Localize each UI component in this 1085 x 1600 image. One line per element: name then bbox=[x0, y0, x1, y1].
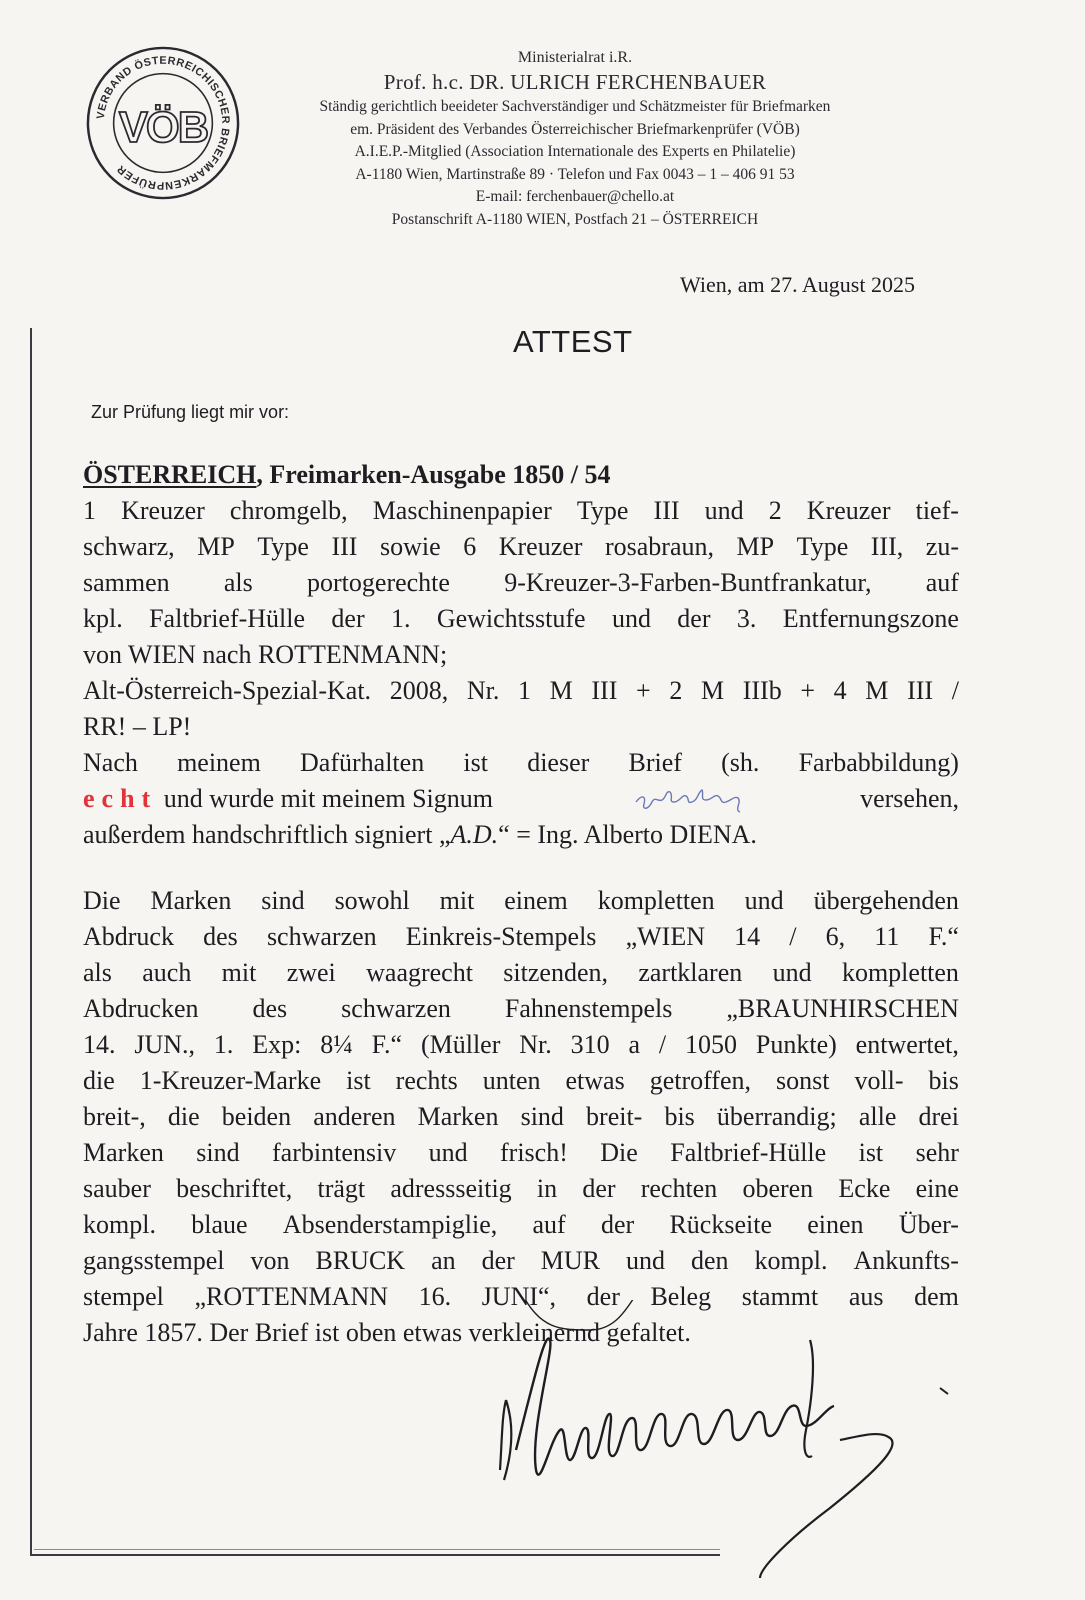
word: 2 bbox=[768, 496, 782, 525]
word: Ankunfts- bbox=[853, 1246, 959, 1275]
word: alle bbox=[858, 1102, 897, 1131]
word: zartklaren bbox=[638, 958, 743, 987]
word: / bbox=[658, 1030, 667, 1059]
word: voll- bbox=[854, 1066, 904, 1095]
word: 16. bbox=[418, 1282, 452, 1311]
catalog-reference bbox=[83, 673, 959, 709]
word: M bbox=[549, 676, 573, 705]
word: breit- bbox=[586, 1102, 643, 1131]
word: BRUCK bbox=[315, 1246, 406, 1275]
word: Type bbox=[576, 496, 629, 525]
word: Die bbox=[83, 886, 121, 915]
word: Nr. bbox=[519, 1030, 552, 1059]
word: der bbox=[677, 604, 711, 633]
word: / bbox=[789, 922, 797, 951]
word: MP bbox=[736, 532, 775, 561]
word: „BRAUNHIRSCHEN bbox=[726, 994, 959, 1023]
word: sonst bbox=[775, 1066, 830, 1095]
word: und bbox=[772, 958, 812, 987]
word: Farbabbildung) bbox=[798, 748, 959, 777]
word: von bbox=[250, 1246, 290, 1275]
word: 1. bbox=[213, 1030, 234, 1059]
word: 1050 bbox=[685, 1030, 738, 1059]
date-line: Wien, am 27. August 2025 bbox=[680, 272, 915, 297]
svg-text:VERBAND ÖSTERREICHISCHER BRIEF: VERBAND ÖSTERREICHISCHER BRIEFMARKENPRÜFER bbox=[94, 54, 232, 192]
word: 3. bbox=[736, 604, 757, 633]
word: „ROTTENMANN bbox=[194, 1282, 388, 1311]
word: in bbox=[536, 1174, 558, 1203]
country-name: ÖSTERREICH bbox=[83, 460, 257, 489]
word: MUR bbox=[540, 1246, 601, 1275]
word: als bbox=[83, 958, 112, 987]
word: Punkte) bbox=[755, 1030, 837, 1059]
word: Abdruck bbox=[83, 922, 174, 951]
word: 9-Kreuzer-3-Farben-Buntfrankatur, bbox=[504, 568, 872, 597]
word: Über- bbox=[898, 1210, 959, 1239]
word: adressseitig bbox=[390, 1174, 512, 1203]
word: kompletten bbox=[841, 958, 959, 987]
word: + bbox=[800, 676, 816, 705]
word: portogerechte bbox=[307, 568, 450, 597]
word: Kreuzer bbox=[498, 532, 583, 561]
word: Faltbrief-Hülle bbox=[670, 1138, 827, 1167]
voeb-seal-logo bbox=[84, 44, 242, 202]
word: + bbox=[636, 676, 651, 705]
word: schwarzen bbox=[266, 922, 377, 951]
word: zwei bbox=[286, 958, 336, 987]
letterhead-address: A-1180 Wien, Martinstraße 89 · Telefon und Fax 0043 – 1 – 406 91 53 bbox=[355, 165, 795, 183]
word: M bbox=[865, 676, 889, 705]
bottom-rule-inner bbox=[34, 1549, 720, 1550]
word: etwas bbox=[565, 1066, 625, 1095]
word: getroffen, bbox=[649, 1066, 751, 1095]
findings-line bbox=[83, 919, 959, 955]
word: ist bbox=[858, 1138, 884, 1167]
word: III, bbox=[870, 532, 904, 561]
word: bis bbox=[928, 1066, 959, 1095]
word: 1 bbox=[517, 676, 531, 705]
word: auf bbox=[532, 1210, 566, 1239]
word: übergehenden bbox=[813, 886, 959, 915]
word: Ecke bbox=[838, 1174, 891, 1203]
word: zu- bbox=[925, 532, 959, 561]
findings-line bbox=[83, 955, 959, 991]
word: einen bbox=[807, 1210, 864, 1239]
word: Beleg bbox=[650, 1282, 712, 1311]
word: / bbox=[951, 676, 959, 705]
word: Absenderstampiglie, bbox=[282, 1210, 498, 1239]
left-margin-rule bbox=[30, 328, 32, 1556]
word: der bbox=[582, 1174, 616, 1203]
word: waagrecht bbox=[366, 958, 473, 987]
opinion-line bbox=[83, 745, 959, 781]
word: und bbox=[704, 496, 744, 525]
word: MP bbox=[197, 532, 235, 561]
word: (sh. bbox=[721, 748, 760, 777]
word: Dafürhalten bbox=[300, 748, 425, 777]
word: Marken bbox=[150, 886, 232, 915]
word: die bbox=[83, 1066, 115, 1095]
word: Einkreis-Stempels bbox=[405, 922, 597, 951]
word: F.“ bbox=[371, 1030, 403, 1059]
word: und bbox=[428, 1138, 468, 1167]
word: und bbox=[611, 604, 651, 633]
word: a bbox=[628, 1030, 641, 1059]
word: 2 bbox=[669, 676, 683, 705]
document-title: ATTEST bbox=[513, 324, 633, 359]
word: eine bbox=[915, 1174, 959, 1203]
word: beschriftet, bbox=[176, 1174, 293, 1203]
findings-line bbox=[83, 1171, 959, 1207]
word: sind bbox=[261, 886, 305, 915]
word: auch bbox=[142, 958, 192, 987]
findings-last-line: Jahre 1857. Der Brief ist oben etwas verkleinernd gefaltet. bbox=[83, 1318, 691, 1347]
word: Marken bbox=[417, 1102, 499, 1131]
letterhead-line: Ständig gerichtlich beeideter Sachverständiger und Schätzmeister für Briefmarken bbox=[319, 98, 831, 115]
word: 8¼ bbox=[320, 1030, 353, 1059]
bottom-rule bbox=[30, 1554, 720, 1556]
word: bis bbox=[664, 1102, 695, 1131]
word: aus bbox=[848, 1282, 884, 1311]
word: Nr. bbox=[466, 676, 500, 705]
word: sauber bbox=[83, 1174, 151, 1203]
svg-text:VÖB: VÖB bbox=[118, 103, 208, 152]
word: und bbox=[626, 1246, 666, 1275]
word: der bbox=[586, 1282, 620, 1311]
word: rechten bbox=[640, 1174, 718, 1203]
rarity-line: RR! – LP! bbox=[83, 712, 192, 741]
word: 6 bbox=[463, 532, 477, 561]
word: kpl. bbox=[83, 604, 123, 633]
word: JUN., bbox=[134, 1030, 196, 1059]
word: mit bbox=[439, 886, 475, 915]
findings-line bbox=[83, 1207, 959, 1243]
word: als bbox=[223, 568, 253, 597]
word: „WIEN bbox=[625, 922, 705, 951]
word: Alt-Österreich-Spezial-Kat. bbox=[83, 676, 372, 705]
word: unten bbox=[482, 1066, 541, 1095]
findings-block bbox=[83, 883, 959, 1351]
word: Brief bbox=[628, 748, 682, 777]
word: schwarzen bbox=[341, 994, 451, 1023]
word: kompl. bbox=[83, 1210, 156, 1239]
word: JUNI“, bbox=[481, 1282, 557, 1311]
word: III bbox=[591, 676, 618, 705]
word: Entfernungszone bbox=[782, 604, 959, 633]
description-line bbox=[83, 529, 959, 565]
word: und bbox=[744, 886, 784, 915]
description-block bbox=[83, 457, 959, 853]
word: 2008, bbox=[389, 676, 449, 705]
word: ist bbox=[463, 748, 488, 777]
findings-line bbox=[83, 1243, 959, 1279]
word: Rückseite bbox=[669, 1210, 772, 1239]
word: der bbox=[600, 1210, 635, 1239]
echt-line: echt und wurde mit meinem Signum versehen, bbox=[83, 784, 959, 813]
description-line bbox=[83, 493, 959, 529]
word: sind bbox=[520, 1102, 564, 1131]
word: drei bbox=[918, 1102, 959, 1131]
word: breit-, bbox=[83, 1102, 146, 1131]
word: tief- bbox=[915, 496, 959, 525]
word: beiden bbox=[221, 1102, 292, 1131]
word: an bbox=[431, 1246, 456, 1275]
description-line bbox=[83, 601, 959, 637]
word: farbintensiv bbox=[272, 1138, 397, 1167]
word: 14. bbox=[83, 1030, 116, 1059]
word: kompletten bbox=[597, 886, 715, 915]
word: 4 bbox=[833, 676, 847, 705]
word: Type bbox=[796, 532, 849, 561]
findings-line bbox=[83, 991, 959, 1027]
word: meinem bbox=[177, 748, 261, 777]
letterhead-line: A.I.E.P.-Mitglied (Association Internationale des Experts en Philatelie) bbox=[354, 143, 796, 160]
word: überrandig; bbox=[716, 1102, 837, 1131]
letterhead-title: Ministerialrat i.R. bbox=[517, 49, 633, 66]
description-line: von WIEN nach ROTTENMANN; bbox=[83, 640, 448, 669]
word: den bbox=[691, 1246, 729, 1275]
word: III bbox=[331, 532, 358, 561]
word: 11 bbox=[874, 922, 900, 951]
letterhead bbox=[230, 48, 920, 231]
signum-handwriting bbox=[628, 780, 778, 820]
description-heading bbox=[83, 457, 959, 493]
word: ist bbox=[346, 1066, 371, 1095]
word: oberen bbox=[742, 1174, 814, 1203]
word: Abdrucken bbox=[83, 994, 199, 1023]
echt-verdict: echt bbox=[83, 784, 158, 813]
word: Fahnenstempels bbox=[504, 994, 673, 1023]
word: sind bbox=[196, 1138, 240, 1167]
word: IIIb bbox=[742, 676, 782, 705]
word: F.“ bbox=[928, 922, 959, 951]
word: stempel bbox=[83, 1282, 164, 1311]
word: frisch! bbox=[500, 1138, 568, 1167]
word: 1 bbox=[83, 496, 96, 525]
word: Marken bbox=[83, 1138, 164, 1167]
word: des bbox=[203, 922, 238, 951]
word: 6, bbox=[825, 922, 846, 951]
word: blaue bbox=[191, 1210, 248, 1239]
word: des bbox=[252, 994, 288, 1023]
letterhead-name: Prof. h.c. DR. ULRICH FERCHENBAUER bbox=[383, 70, 767, 94]
word: Exp: bbox=[252, 1030, 302, 1059]
word: einem bbox=[504, 886, 568, 915]
word: sitzenden, bbox=[503, 958, 608, 987]
issue-title: , Freimarken-Ausgabe 1850 / 54 bbox=[256, 460, 611, 489]
word: Die bbox=[600, 1138, 638, 1167]
word: gangsstempel bbox=[83, 1246, 225, 1275]
word: trägt bbox=[317, 1174, 366, 1203]
word: sowohl bbox=[334, 886, 410, 915]
word: anderen bbox=[313, 1102, 396, 1131]
intro-text: Zur Prüfung liegt mir vor: bbox=[91, 402, 290, 422]
word: rechts bbox=[395, 1066, 458, 1095]
word: Faltbrief-Hülle bbox=[149, 604, 306, 633]
word: Type bbox=[257, 532, 309, 561]
word: chromgelb, bbox=[229, 496, 348, 525]
letterhead-line: em. Präsident des Verbandes Österreichischer Briefmarkenprüfer (VÖB) bbox=[350, 120, 800, 138]
word: 1. bbox=[390, 604, 411, 633]
word: sammen bbox=[83, 568, 170, 597]
description-line bbox=[83, 565, 959, 601]
word: auf bbox=[925, 568, 959, 597]
word: 310 bbox=[570, 1030, 610, 1059]
findings-line bbox=[83, 1027, 959, 1063]
findings-line bbox=[83, 1063, 959, 1099]
word: 14 bbox=[734, 922, 761, 951]
letterhead-postal: Postanschrift A-1180 WIEN, Postfach 21 – ÖSTERREICH bbox=[391, 210, 759, 228]
word: der bbox=[481, 1246, 515, 1275]
findings-line bbox=[83, 883, 959, 919]
word: (Müller bbox=[420, 1030, 501, 1059]
word: dem bbox=[914, 1282, 959, 1311]
word: schwarz, bbox=[83, 532, 175, 561]
word: rosabraun, bbox=[604, 532, 714, 561]
findings-line bbox=[83, 1135, 959, 1171]
word: der bbox=[331, 604, 365, 633]
word: Maschinenpapier bbox=[372, 496, 552, 525]
word: Kreuzer bbox=[121, 496, 205, 525]
word: 1-Kreuzer-Marke bbox=[139, 1066, 322, 1095]
letterhead-email: E-mail: ferchenbauer@chello.at bbox=[475, 188, 675, 205]
word: Gewichtsstufe bbox=[436, 604, 586, 633]
word: Nach bbox=[83, 748, 138, 777]
word: sowie bbox=[379, 532, 441, 561]
signed-line: außerdem handschriftlich signiert „ A.D. “ = Ing. Alberto DIENA. bbox=[83, 820, 757, 849]
word: stammt bbox=[741, 1282, 819, 1311]
findings-line bbox=[83, 1099, 959, 1135]
word: M bbox=[700, 676, 725, 705]
word: mit bbox=[221, 958, 257, 987]
word: Kreuzer bbox=[806, 496, 891, 525]
word: III bbox=[653, 496, 680, 525]
word: sehr bbox=[915, 1138, 959, 1167]
word: III bbox=[907, 676, 934, 705]
word: die bbox=[167, 1102, 200, 1131]
word: entwertet, bbox=[855, 1030, 959, 1059]
word: dieser bbox=[527, 748, 590, 777]
word: kompl. bbox=[754, 1246, 828, 1275]
